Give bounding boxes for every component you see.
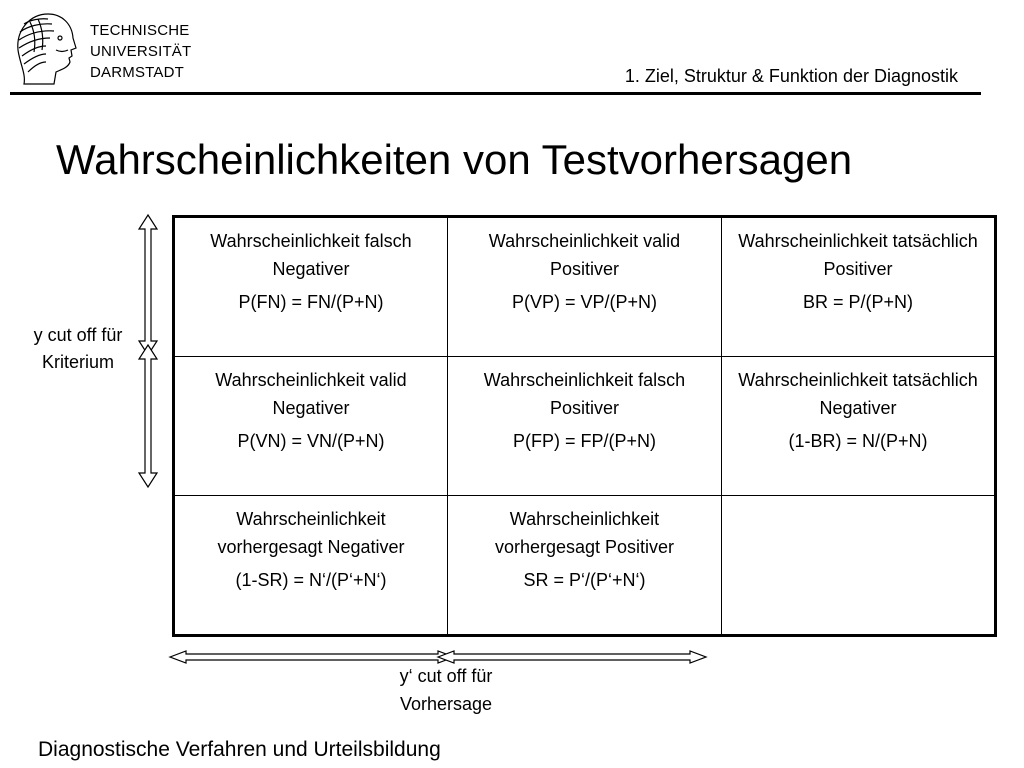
cell-label: Wahrscheinlichkeit valid Negativer — [215, 370, 407, 419]
cell-formula: P(VN) = VN/(P+N) — [237, 431, 385, 452]
cell-formula: P(FP) = FP/(P+N) — [512, 431, 656, 452]
cell-label: Wahrscheinlichkeit falsch Negativer — [210, 231, 412, 279]
cell-label: Wahrscheinlichkeit vorhergesagt Negativer — [217, 508, 405, 557]
criterion-cutoff-label: y cut off für Kriterium — [33, 325, 123, 372]
cell-formula: P(VP) = VP/(P+N) — [511, 292, 658, 312]
cell-formula: P(FN) = FN/(P+N) — [238, 292, 384, 312]
university-name-line-2: UNIVERSITÄT — [90, 43, 192, 60]
prediction-cutoff-label: y‘ cut off für Vorhersage — [399, 666, 493, 714]
cell-formula: (1-SR) = N‘/(P‘+N‘) — [235, 569, 387, 590]
cell-label: Wahrscheinlichkeit tatsächlich Positiver — [738, 231, 978, 279]
cell-label: Wahrscheinlichkeit tatsächlich Negativer — [738, 370, 978, 419]
section-title: 1. Ziel, Struktur & Funktion der Diagnostik — [624, 66, 958, 86]
cell-label: Wahrscheinlichkeit vorhergesagt Positiver — [494, 508, 675, 557]
cell-formula: (1-BR) = N/(P+N) — [788, 431, 928, 452]
cell-label: Wahrscheinlichkeit falsch Positiver — [483, 370, 686, 419]
cell-label: Wahrscheinlichkeit valid Positiver — [488, 231, 681, 279]
university-name-line-3: DARMSTADT — [90, 64, 185, 81]
footer-course-title: Diagnostische Verfahren und Urteilsbildung — [38, 738, 441, 761]
cell-formula: BR = P/(P+N) — [802, 292, 914, 312]
cell-formula: SR = P‘/(P‘+N‘) — [523, 569, 646, 590]
slide-title: Wahrscheinlichkeiten von Testvorhersagen — [56, 136, 853, 183]
university-name-line-1: TECHNISCHE — [90, 22, 190, 39]
